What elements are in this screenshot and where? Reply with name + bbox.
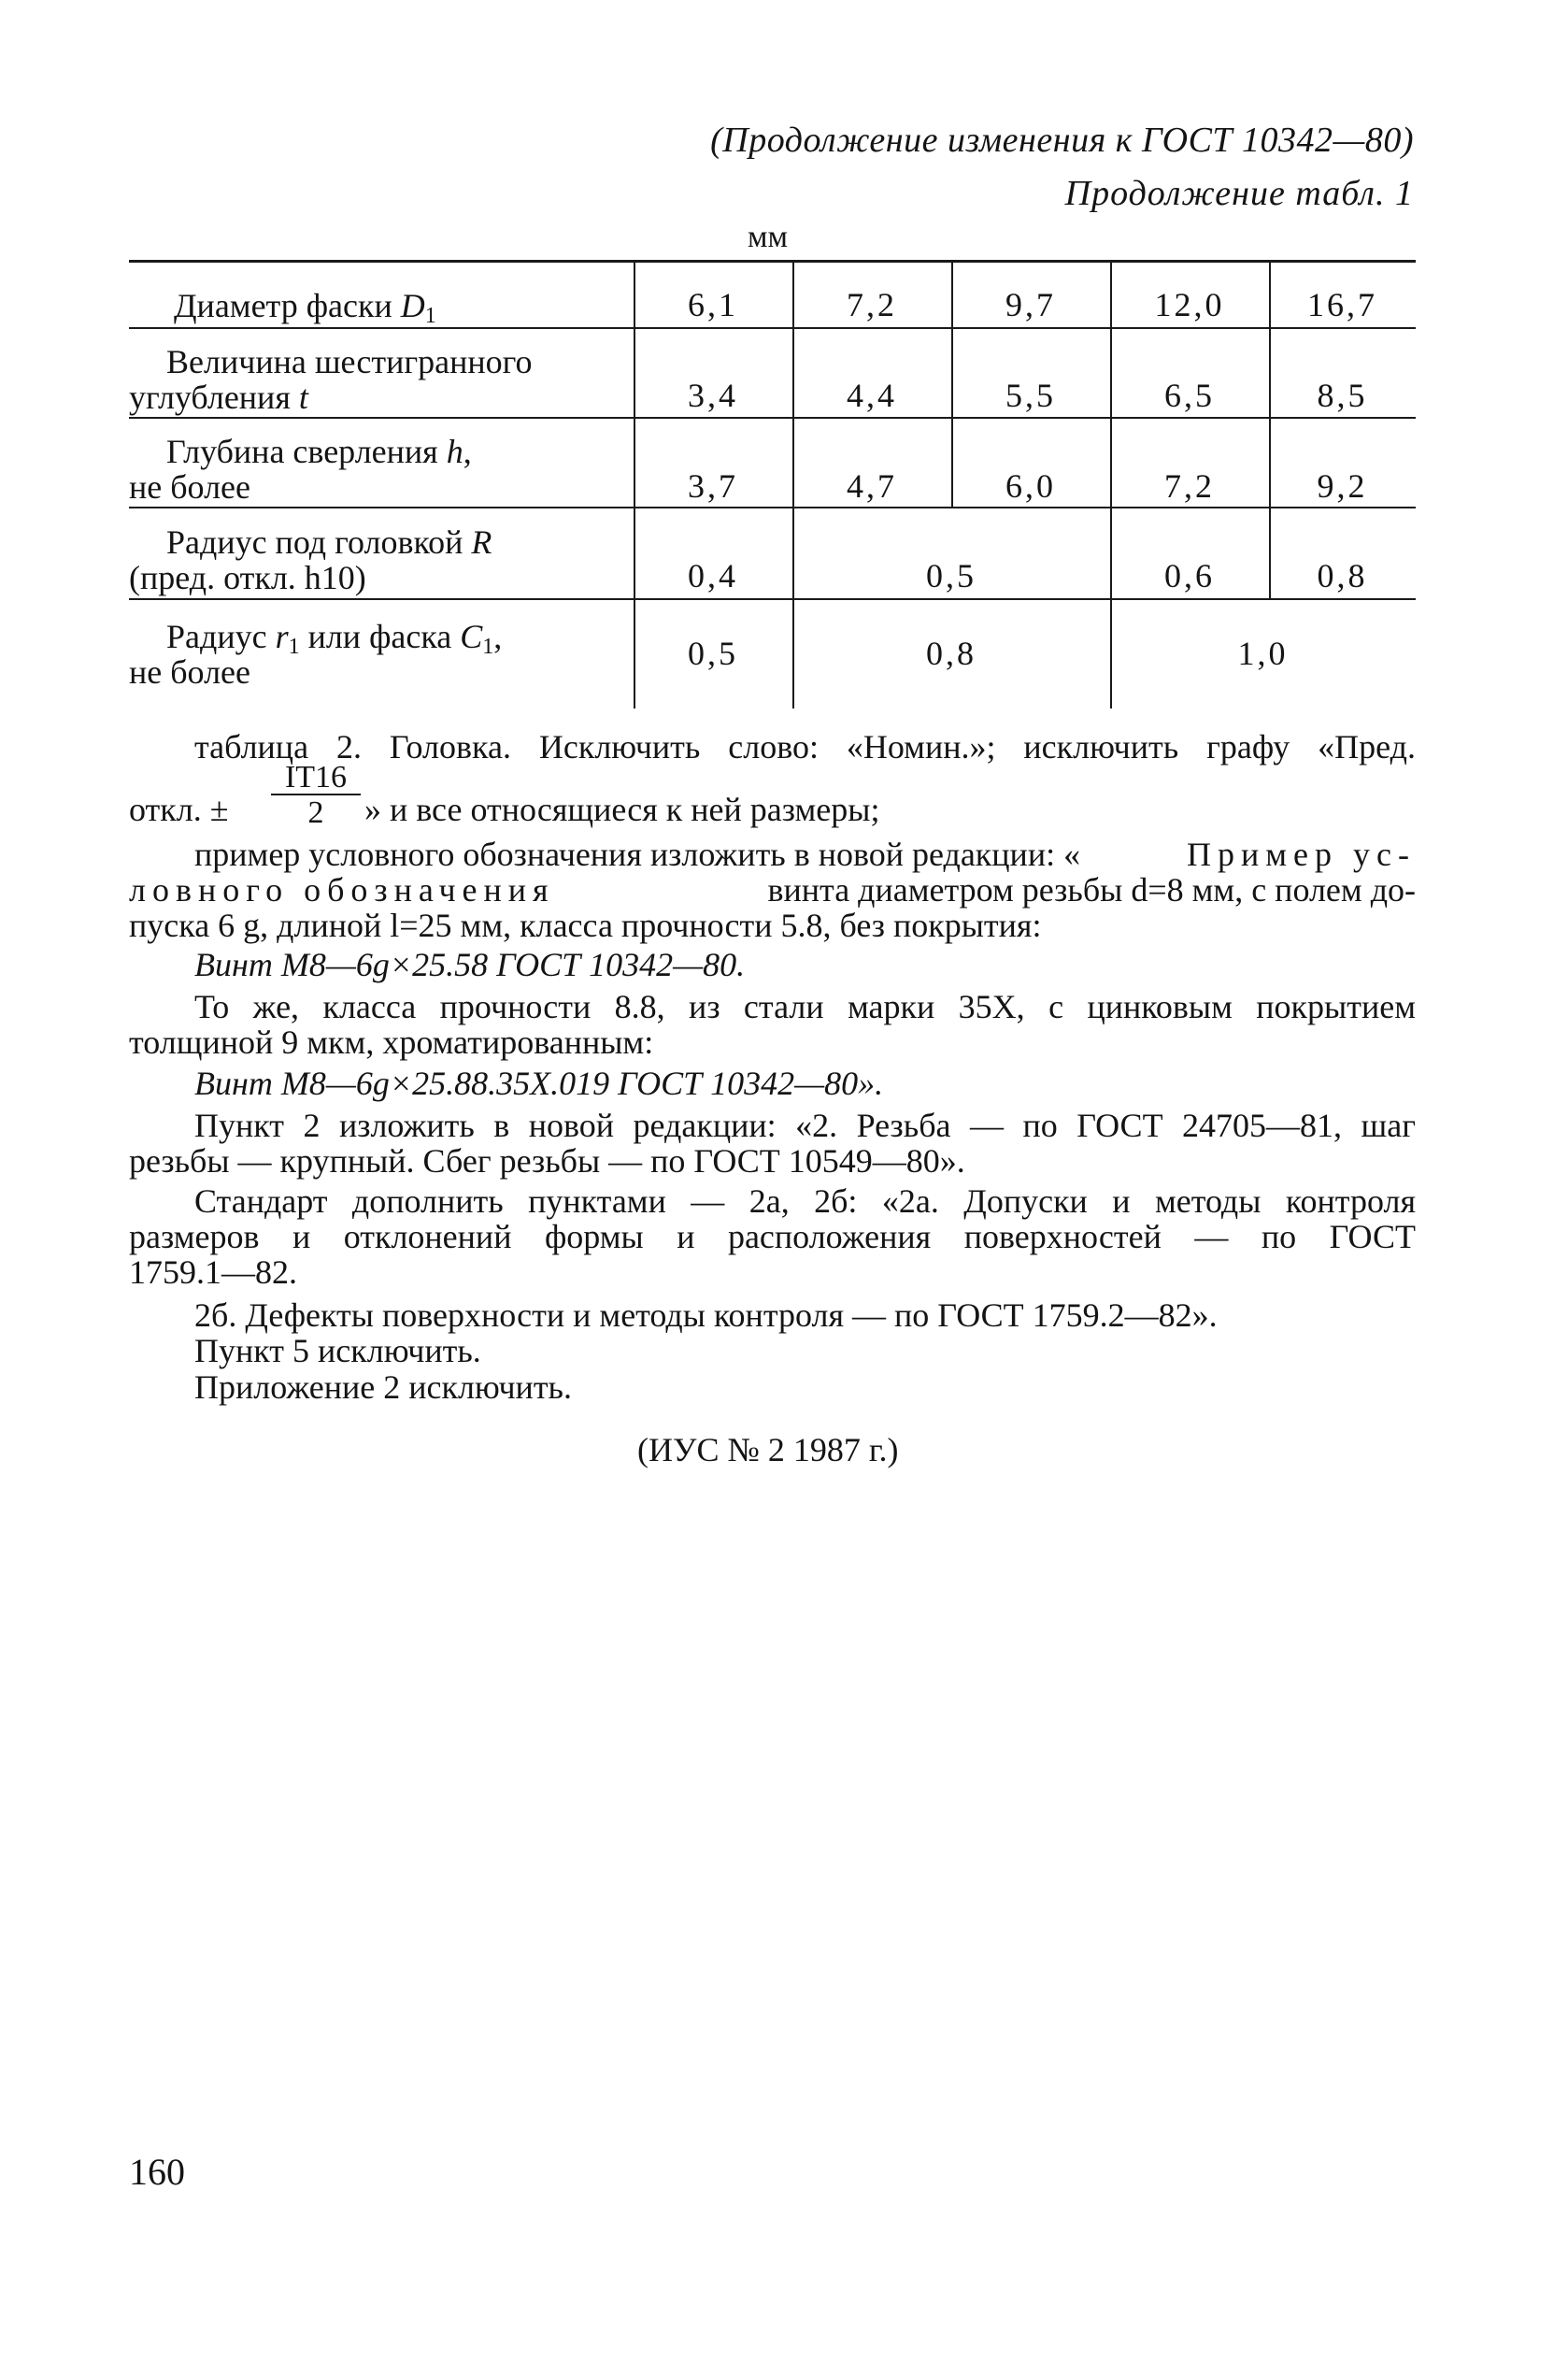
table-cell: 7,2: [1164, 467, 1215, 505]
paragraph-line: Стандарт дополнить пунктами — 2а, 2б: «2а. Допуски и методы контроля: [194, 1182, 1416, 1220]
paragraph-line: » и все относящиеся к ней размеры;: [364, 791, 880, 828]
table-cell: 8,5: [1317, 377, 1368, 414]
row-rule: [129, 598, 1416, 600]
row-label: Радиус под головкой R: [166, 523, 492, 561]
row-rule: [129, 507, 1416, 508]
table-cell: 6,5: [1164, 377, 1215, 414]
table-cell: 0,5: [926, 557, 976, 594]
spaced-term: ловного обозначения: [129, 871, 555, 909]
table-cell: 9,2: [1317, 467, 1368, 505]
fraction-denominator: 2: [307, 795, 324, 830]
paragraph-line: откл. ±: [129, 791, 229, 828]
fraction-numerator: IT16: [271, 762, 361, 795]
table-cell: 7,2: [847, 286, 897, 323]
table-cell: 6,1: [688, 286, 738, 323]
table-cell: 0,8: [1317, 557, 1368, 594]
dimensions-table: [129, 260, 1416, 709]
page-number: 160: [129, 2151, 185, 2193]
paragraph-line: 2б. Дефекты поверхности и методы контроля — по ГОСТ 1759.2—82».: [194, 1296, 1218, 1334]
row-label: не более: [129, 468, 251, 506]
paragraph-line: 1759.1—82.: [129, 1253, 297, 1291]
paragraph-line: таблица 2. Головка. Исключить слово: «Номин.»; исключить графу «Пред.: [194, 728, 1416, 766]
paragraph-line: пуска 6 g, длиной l=25 мм, класса прочности 5.8, без покрытия:: [129, 907, 1042, 944]
designation-example: Винт М8—6g×25.58 ГОСТ 10342—80.: [194, 946, 746, 983]
paragraph-line: То же, класса прочности 8.8, из стали марки 35Х, с цинковым покрытием: [194, 988, 1416, 1025]
table-cell: 3,4: [688, 377, 738, 414]
row-label: не более: [129, 653, 251, 691]
paragraph-line: пример условного обозначения изложить в новой редакции: « Пример ус-: [194, 836, 1416, 873]
paragraph-line: Пункт 2 изложить в новой редакции: «2. Резьба — по ГОСТ 24705—81, шаг: [194, 1107, 1416, 1144]
table-cell: 0,5: [688, 635, 738, 672]
paragraph-line: Пункт 5 исключить.: [194, 1332, 481, 1369]
paragraph-line: Приложение 2 исключить.: [194, 1368, 572, 1406]
table-continuation-caption: Продолжение табл. 1: [1064, 174, 1414, 213]
row-label: (пред. откл. h10): [129, 559, 366, 596]
continuation-title: (Продолжение изменения к ГОСТ 10342—80): [710, 121, 1414, 160]
ius-reference: (ИУС № 2 1987 г.): [637, 1431, 899, 1468]
table-cell: 0,8: [926, 635, 976, 672]
paragraph-line: размеров и отклонений формы и расположения поверхностей — по ГОСТ: [129, 1218, 1416, 1255]
table-cell: 6,0: [1005, 467, 1056, 505]
spaced-term: Пример ус-: [1187, 836, 1416, 873]
row-label: Радиус $r_1$ или фаска $C_1$,: [166, 618, 503, 659]
table-cell: 0,6: [1164, 557, 1215, 594]
row-label: Диаметр фаски $D_1$: [174, 287, 436, 328]
table-cell: 0,4: [688, 557, 738, 594]
table-top-rule: [129, 260, 1416, 263]
table-cell: 4,4: [847, 377, 897, 414]
table-cell: 4,7: [847, 467, 897, 505]
row-label: Глубина сверления h,: [166, 433, 472, 470]
table-cell: 16,7: [1307, 286, 1377, 323]
table-cell: 12,0: [1154, 286, 1225, 323]
row-rule: [129, 417, 1416, 419]
paragraph-line: толщиной 9 мкм, хроматированным:: [129, 1024, 654, 1061]
paragraph-line: ловного обозначения винта диаметром резьбы d=8 мм, с полем до-: [129, 871, 1416, 909]
paragraph-line: резьбы — крупный. Сбег резьбы — по ГОСТ 10549—80».: [129, 1142, 965, 1180]
table-cell: 5,5: [1005, 377, 1056, 414]
table-unit: мм: [748, 220, 789, 254]
table-cell: 9,7: [1005, 286, 1056, 323]
designation-example: Винт М8—6g×25.88.35Х.019 ГОСТ 10342—80».: [194, 1065, 884, 1102]
table-cell: 3,7: [688, 467, 738, 505]
table-cell: 1,0: [1237, 635, 1289, 672]
row-label: углубления t: [129, 379, 308, 416]
row-label: Величина шестигранного: [166, 343, 533, 380]
